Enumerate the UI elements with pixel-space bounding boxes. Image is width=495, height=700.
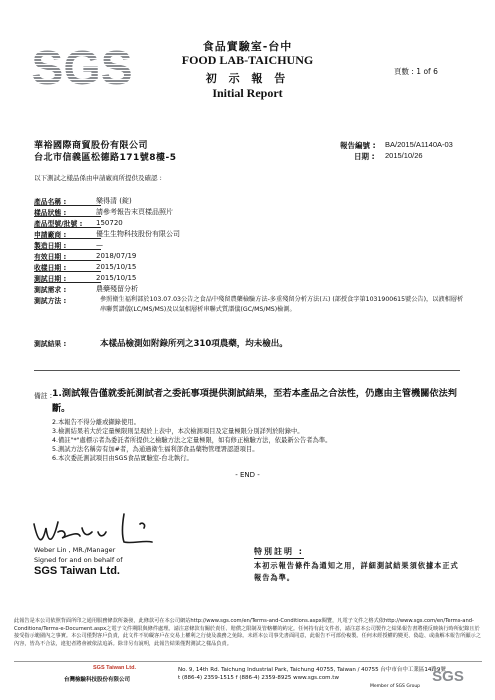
signed-for-text: Signed for and on behalf of bbox=[34, 556, 123, 564]
method-text: 參照衛生福利部於103.07.03公告之食品中殘留農藥檢驗方法-多重殘留分析方法(五) (部授食字第1031900615號公告)，以液相層析串聯質譜儀(LC/MS/MS)及以氣相層析串聯式質譜儀(GC/MS/MS)檢測。 bbox=[100, 296, 464, 313]
field-value: 請參考報告末頁樣品照片 bbox=[96, 207, 173, 216]
footer-address: No. 9, 14th Rd. Taichung Industrial Park, Taichung 40755, Taiwan / 40755 台中市台中工業區14路9號 bbox=[178, 667, 446, 673]
field-label: 申請廠商 : bbox=[34, 230, 67, 239]
special-statement-body: 本初示報告條件為通知之用，詳細測試結果須依據本正式報告為準。 bbox=[254, 561, 459, 582]
field-test-requirement bbox=[34, 283, 138, 294]
remark-note: 4.備註"*"處標示者為委託者所提供之檢驗方法之定量極限，如有修正檢驗方法，依最新公告者為準。 bbox=[52, 437, 332, 444]
client-name: 華裕國際商貿股份有限公司 bbox=[34, 141, 149, 151]
footer-company-zh: 台灣檢驗科技股份有限公司 bbox=[64, 677, 131, 683]
remark-note-1: 1.測試報告僅就委託測試者之委託事項提供測試結果，至若本產品之合法性，仍應由主管機關依法判斷。 bbox=[52, 388, 457, 414]
special-statement-title: 特別註明 : bbox=[254, 546, 304, 559]
footer-sgs-logo bbox=[433, 666, 463, 683]
report-no-value: BA/2015/A1140A-03 bbox=[385, 140, 453, 149]
intro-text: 以下測試之樣品係由申請廠商所提供及確認 : bbox=[34, 174, 162, 182]
remarks-label: 備註 : bbox=[34, 392, 53, 400]
result-text: 本樣品檢測如附錄所列之310項農藥，均未檢出。 bbox=[100, 339, 288, 349]
page-number: 頁數 : 1 of 6 bbox=[394, 67, 438, 76]
remark-note: 5.測試方法名稱旁有加#者，為通過衛生福利部食品藥物管理署認證項目。 bbox=[52, 446, 259, 453]
result-label: 測試結果 : bbox=[34, 340, 67, 348]
client-address: 台北市信義區松德路171號8樓-5 bbox=[34, 153, 177, 163]
remark-note: 2.本報告不得分離或擷錄使用。 bbox=[52, 419, 140, 426]
signatory-name: Weber Lin , MR./Manager bbox=[34, 546, 116, 554]
field-value: 農藥殘留分析 bbox=[96, 284, 138, 293]
field-label: 收樣日期 : bbox=[34, 263, 67, 272]
sgs-logo-text: SGS bbox=[31, 42, 133, 95]
field-value: 2018/07/19 bbox=[96, 251, 137, 260]
report-no-label: 報告編號 : bbox=[340, 141, 376, 150]
field-label: 產品名稱 : bbox=[34, 197, 67, 206]
field-value: — bbox=[96, 240, 103, 249]
report-date-label: 日期 : bbox=[354, 152, 375, 161]
field-label: 測試需求 : bbox=[34, 285, 67, 294]
footer-contact: t (886-4) 2359-1515 f (886-4) 2359-8925 www.sgs.com.tw bbox=[178, 675, 339, 681]
field-label: 測試日期 : bbox=[34, 274, 67, 283]
report-type-en: Initial Report bbox=[212, 86, 283, 100]
remark-note: 3.檢測結果若大於定量極限則呈現於上表中，本次檢測項目及定量極限分別詳列於附錄中。 bbox=[52, 428, 304, 435]
field-label: 製造日期 : bbox=[34, 241, 67, 250]
legal-disclaimer: 此報告是本公司依照背面所印之通用服務條款所簽發，此條款可在本公司網站http://www.sgs.com/en/Terms-and-Conditions.aspx閱覽，凡電子文件之格式依http://www.sgs.com/en/Terms-and-Conditions/Terms-e-Document.aspx之電子文件期限與條件處理。請注意條款有關於責任、賠償之限制及管轄權的約定。任何持有此文件者，請注意本公司製作之結果報告書將僅反映執行時所紀錄且於接受指示範圍內之事實。本公司僅對客戶負責，此文件不妨礙客戶在交易上權利之行使及義務之免除。未經本公司事先書面同意，此報告不可部份複製。任何未經授權的變更、偽造、或曲解本報告所顯示之內容，皆為不合法，違犯者將會被依法追訴。除非另有說明，此報告結果僅對測試之樣品負責。 bbox=[14, 618, 481, 647]
footer-company-en: SGS Taiwan Ltd. bbox=[93, 665, 136, 671]
footer-member-text: Member of SGS Group bbox=[370, 684, 421, 689]
end-marker: - END - bbox=[235, 471, 260, 479]
field-label: 樣品狀態 : bbox=[34, 208, 67, 217]
report-type-zh: 初 示 報 告 bbox=[205, 72, 290, 85]
field-value: 優生生物科技股份有限公司 bbox=[96, 229, 180, 238]
method-label: 測試方法 : bbox=[34, 297, 67, 305]
footer-logo-text: SGS bbox=[432, 668, 464, 685]
lab-name-zh: 食品實驗室-台中 bbox=[202, 40, 293, 53]
field-value: 150720 bbox=[96, 218, 123, 227]
section-divider bbox=[34, 370, 460, 371]
footer-divider bbox=[14, 661, 482, 662]
handwritten-signature bbox=[28, 502, 168, 552]
field-label: 有效日期 : bbox=[34, 252, 67, 261]
remark-note: 6.本次委託測試項目由SGS食品實驗室-台北執行。 bbox=[52, 455, 193, 462]
lab-name-en: FOOD LAB-TAICHUNG bbox=[181, 53, 314, 67]
signatory-company: SGS Taiwan Ltd. bbox=[34, 565, 120, 577]
field-value: 樂得清 (錠) bbox=[96, 196, 132, 205]
field-value: 2015/10/15 bbox=[96, 273, 137, 282]
field-label: 產品型號/批號 : bbox=[34, 219, 83, 228]
report-date-value: 2015/10/26 bbox=[385, 151, 423, 160]
field-value: 2015/10/15 bbox=[96, 262, 137, 271]
